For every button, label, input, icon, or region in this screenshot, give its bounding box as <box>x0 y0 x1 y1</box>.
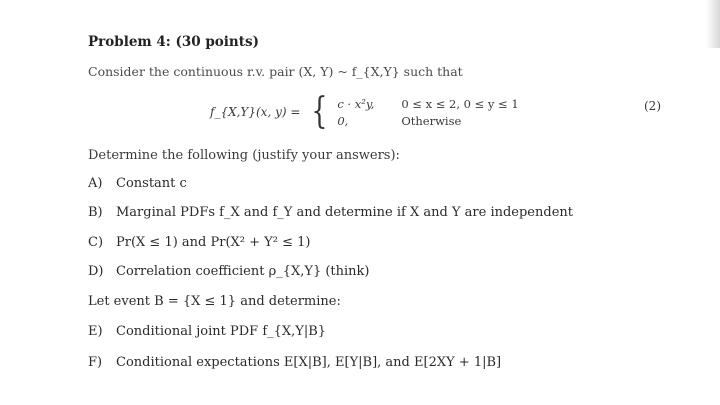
case-1-condition: 0 ≤ x ≤ 2, 0 ≤ y ≤ 1 <box>401 96 519 111</box>
cases-brace: { <box>311 91 328 132</box>
item-label: D) <box>88 264 104 279</box>
item-text: Correlation coefficient ρ_{X,Y} (think) <box>116 264 370 279</box>
item-text: Conditional expectations E[X|B], E[Y|B], and E[2XY + 1|B] <box>116 355 502 370</box>
item-label: E) <box>88 324 103 339</box>
item-label: C) <box>88 235 104 250</box>
item-b <box>88 205 573 220</box>
item-label: B) <box>88 205 103 220</box>
case-2-expression: 0, <box>337 113 349 128</box>
item-text: Marginal PDFs f_X and f_Y and determine if X and Y are independent <box>116 205 573 220</box>
item-label: A) <box>88 176 103 191</box>
determine-instruction: Determine the following (justify your answers): <box>88 148 400 163</box>
pdf-equation <box>210 93 519 131</box>
item-c <box>88 235 310 250</box>
item-e <box>88 324 326 339</box>
item-text: Constant c <box>116 176 187 191</box>
item-d <box>88 264 370 279</box>
problem-intro: Consider the continuous r.v. pair (X, Y) ~ f_{X,Y} such that <box>88 64 463 79</box>
page-edge-shadow <box>706 0 720 48</box>
case-row-2 <box>337 114 518 128</box>
equation-lhs: f_{X,Y}(x, y) = <box>210 105 301 119</box>
item-text: Conditional joint PDF f_{X,Y|B} <box>116 324 327 339</box>
item-text: Pr(X ≤ 1) and Pr(X² + Y² ≤ 1) <box>116 235 311 250</box>
event-definition: Let event B = {X ≤ 1} and determine: <box>88 294 341 309</box>
item-label: F) <box>88 355 103 370</box>
equation-number: (2) <box>644 99 661 113</box>
item-a <box>88 176 187 191</box>
item-f <box>88 355 501 370</box>
case-1-expression: c · x²y, <box>337 96 375 111</box>
case-row-1 <box>337 97 518 111</box>
equation-cases <box>337 97 518 128</box>
case-2-condition: Otherwise <box>401 113 462 128</box>
problem-title: Problem 4: (30 points) <box>88 34 259 50</box>
